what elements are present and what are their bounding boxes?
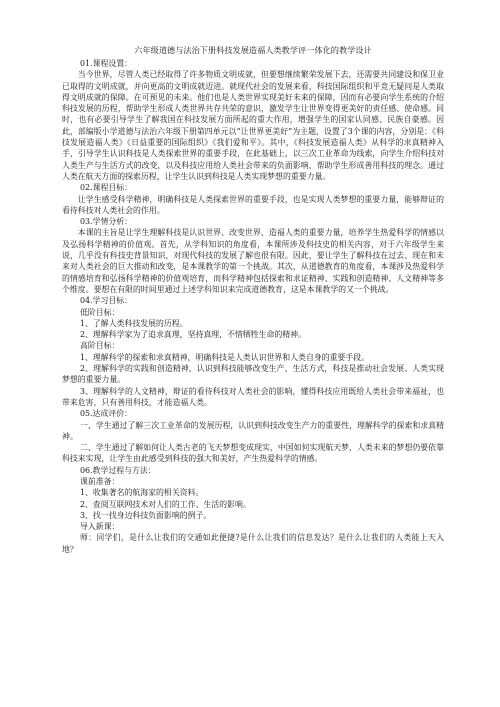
intro-label: 导入新课： — [80, 522, 120, 532]
section-heading: 06.教学过程与方法： — [80, 465, 156, 475]
evaluation-item: 一、学生通过了解三次工业革命的发展历程，认识到科技改变生产力的重要性，理解科学的探索和求真精神。 — [62, 420, 444, 441]
high-goal-item: 2、理解科学的实践和创造精神，认识到科技能够改变生产、生活方式，科技是推动社会发展、人类实现梦想的重要力量。 — [62, 364, 444, 385]
prep-item: 2、查阅互联网技术对人们的工作、生活的影响。 — [80, 499, 251, 509]
section-paragraph: 本课的主旨是让学生理解科技是认识世界、改变世界、造福人类的重要力量，培养学生热爱科学的情感以及弘扬科学精神的价值观。首先，从学科知识的角度看，本课所涉及科技史的相关内容，对于六年级学生来说，几乎没有科技史背景知识，对现代科技的发展了解也很有限。因此，要让学生了解科技在过去、现在和未来对人类社会的巨大推动和改变，是本课教学的第一个挑战。其次，从道德教育的角度看，本课涉及热爱科学的情感培育和弘扬科学精神的价值观培育，而科学精神包括探索和求证精神、实践和创造精神、人文精神等多个维度。要想在有限的时间里通过上述学科知识来完成道德教育，这是本课教学的又一个挑战。 — [62, 228, 444, 294]
section-heading: 03.学情分析： — [80, 217, 133, 227]
prep-label: 课前准备： — [80, 476, 120, 486]
section-teaching-process — [62, 465, 444, 555]
low-goal-item: 2、理解科学家为了追求真理，坚持真理，不惜牺牲生命的精神。 — [80, 330, 306, 340]
section-learning-goals — [62, 295, 444, 408]
high-goals-label: 高阶目标： — [80, 341, 120, 351]
low-goals-label: 低阶目标： — [80, 307, 120, 317]
section-paragraph: 当今世界，尽管人类已经取得了许多物质文明成就，但要想继续繁荣发展下去，还需要共同建设和保卫业已取得的文明成就，并向更高的文明成就迈进。就现代社会的发展来看，科技国际组织和平竞无疑问是人类取得文明成就的保障。在可预见的未来。他们也是人类世界实现美好未来的保障，因而有必要向学生系统的介绍科技发展的历程，帮助学生形成人类世界共存共荣的意识，激发学生让世界变得更美好的责任感、使命感。同时，也有必要引导学生了解我国在科技发展方面所起的重大作用，增强学生的国家认同感、民族自豪感。因此，部编版小学道德与法治六年级下册第四单元以“让世界更美好”为主题，设置了3个课的内容，分别是：《科技发展造福人类》《日益重要的国际组织》《我们爱和平》。其中，《科技发展造福人类》从科学的求真精神入手，引导学生认识科技是人类探索世界的重要手段，在此基础上，以三次工业革命为线索，向学生介绍科技对人类生产与生活方式的改变，以及科技应用给人类社会带来的负面影响，帮助学生形成善用科技的理念。通过人类在航天方面的探索历程，让学生认识到科技是人类实现梦想的重要力量。 — [62, 70, 444, 181]
section-course-goal — [62, 182, 444, 216]
section-paragraph: 让学生感受科学精神，明确科技是人类探索世界的重要手段，也是实现人类梦想的重要力量，能够辩证的看待科技对人类社会的作用。 — [62, 194, 444, 215]
section-heading: 05.达成评价： — [80, 409, 133, 419]
low-goal-item: 1、了解人类科技发展的历程。 — [80, 318, 188, 328]
prep-item: 3、找一找身边科技负面影响的例子。 — [80, 510, 212, 520]
evaluation-item: 二、学生通过了解如何让人类古老的飞天梦想变成现实，中国如何实现航天梦，人类未来的梦想仍要依靠科技来实现，让学生由此感受到科技的强大和美好，产生热爱科学的情感。 — [62, 443, 444, 464]
section-heading: 02.课程目标： — [80, 183, 133, 193]
high-goal-item: 3、理解科学的人文精神，辩证的看待科技对人类社会的影响，懂得科技应用既给人类社会带来福祉，也带来危害，只有善用科技，才能造福人类。 — [62, 386, 444, 407]
section-learner-analysis — [62, 216, 444, 295]
intro-text: 师：同学们，是什么让我们的交通如此便捷?是什么让我们的信息发达？是什么让我们的人类能上天入地？ — [62, 533, 444, 554]
prep-item: 1、收集著名的航海家的相关资料。 — [80, 488, 204, 498]
section-heading: 01.课程设置： — [80, 59, 133, 68]
high-goal-item: 1、理解科学的探索和求真精神，明确科技是人类认识世界和人类自身的重要手段。 — [80, 352, 370, 362]
section-course-setting — [62, 58, 444, 182]
section-evaluation — [62, 408, 444, 464]
section-heading: 04.学习目标： — [80, 296, 133, 306]
document-title: 六年级道德与法治下册科技发展造福人类教学评一体化的教学设计 — [134, 45, 372, 55]
